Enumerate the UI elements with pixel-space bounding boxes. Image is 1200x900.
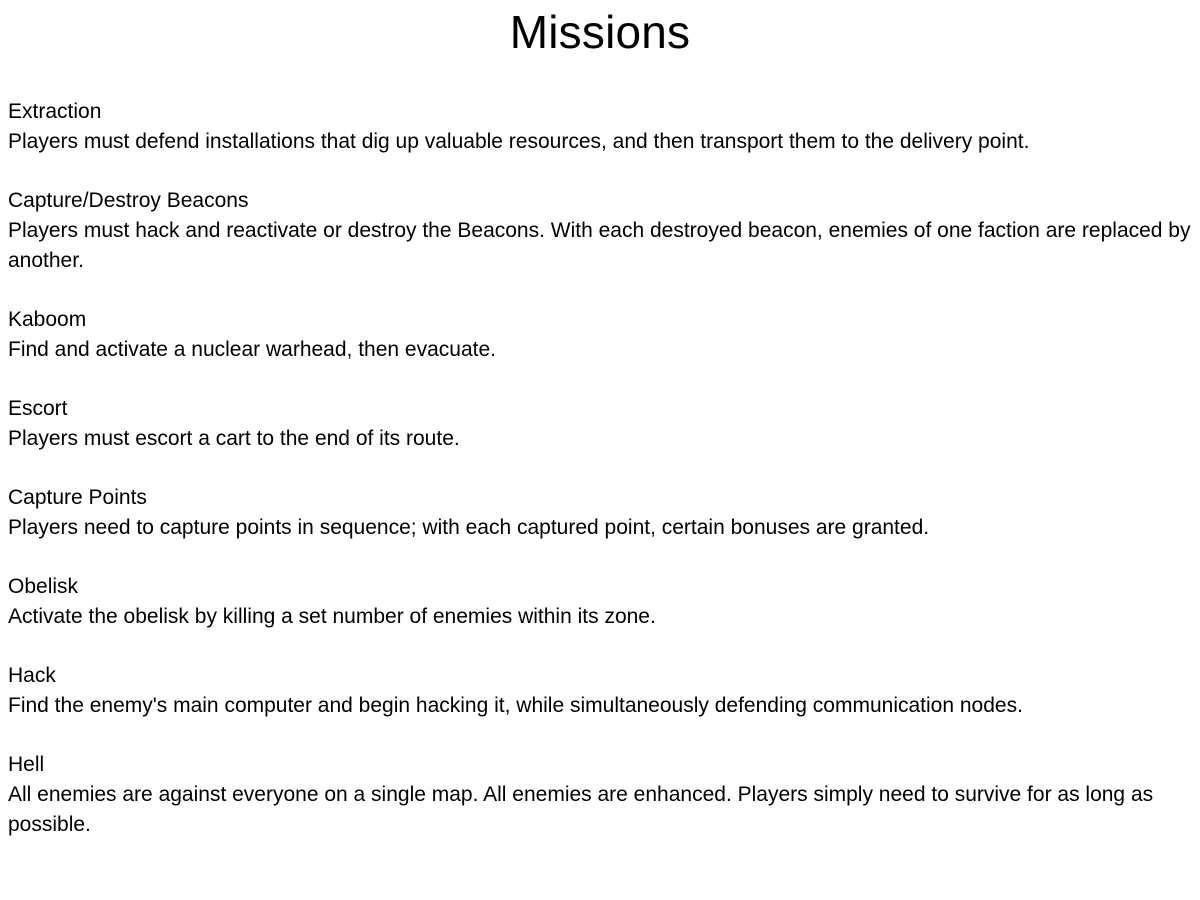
mission-name: Hack — [8, 664, 56, 687]
mission-name: Capture Points — [8, 486, 147, 509]
mission-description: Players must escort a cart to the end of its route. — [8, 427, 460, 450]
mission-description: Players must defend installations that dig up valuable resources, and then transport them to the delivery point. — [8, 130, 1030, 153]
mission-description: All enemies are against everyone on a single map. All enemies are enhanced. Players simply need to survive for as long as possible. — [8, 783, 1154, 836]
mission-description: Players must hack and reactivate or destroy the Beacons. With each destroyed beacon, enemies of one faction are replaced by another. — [8, 219, 1191, 272]
mission-kaboom — [8, 305, 1192, 365]
mission-name: Escort — [8, 397, 68, 420]
mission-name: Hell — [8, 753, 45, 776]
mission-obelisk — [8, 572, 1192, 632]
mission-description: Activate the obelisk by killing a set number of enemies within its zone. — [8, 605, 656, 628]
mission-name: Capture/Destroy Beacons — [8, 189, 249, 212]
mission-name: Obelisk — [8, 575, 79, 598]
mission-extraction — [8, 97, 1192, 157]
missions-list — [8, 97, 1192, 869]
mission-escort — [8, 394, 1192, 454]
mission-name: Kaboom — [8, 308, 87, 331]
page-title: Missions — [509, 6, 691, 58]
mission-hell — [8, 750, 1192, 840]
mission-hack — [8, 661, 1192, 721]
mission-capture-points — [8, 483, 1192, 543]
mission-description: Find the enemy's main computer and begin hacking it, while simultaneously defending communication nodes. — [8, 694, 1023, 717]
mission-capture-destroy-beacons — [8, 186, 1192, 276]
mission-description: Find and activate a nuclear warhead, then evacuate. — [8, 338, 496, 361]
mission-description: Players need to capture points in sequence; with each captured point, certain bonuses are granted. — [8, 516, 930, 539]
mission-name: Extraction — [8, 100, 102, 123]
